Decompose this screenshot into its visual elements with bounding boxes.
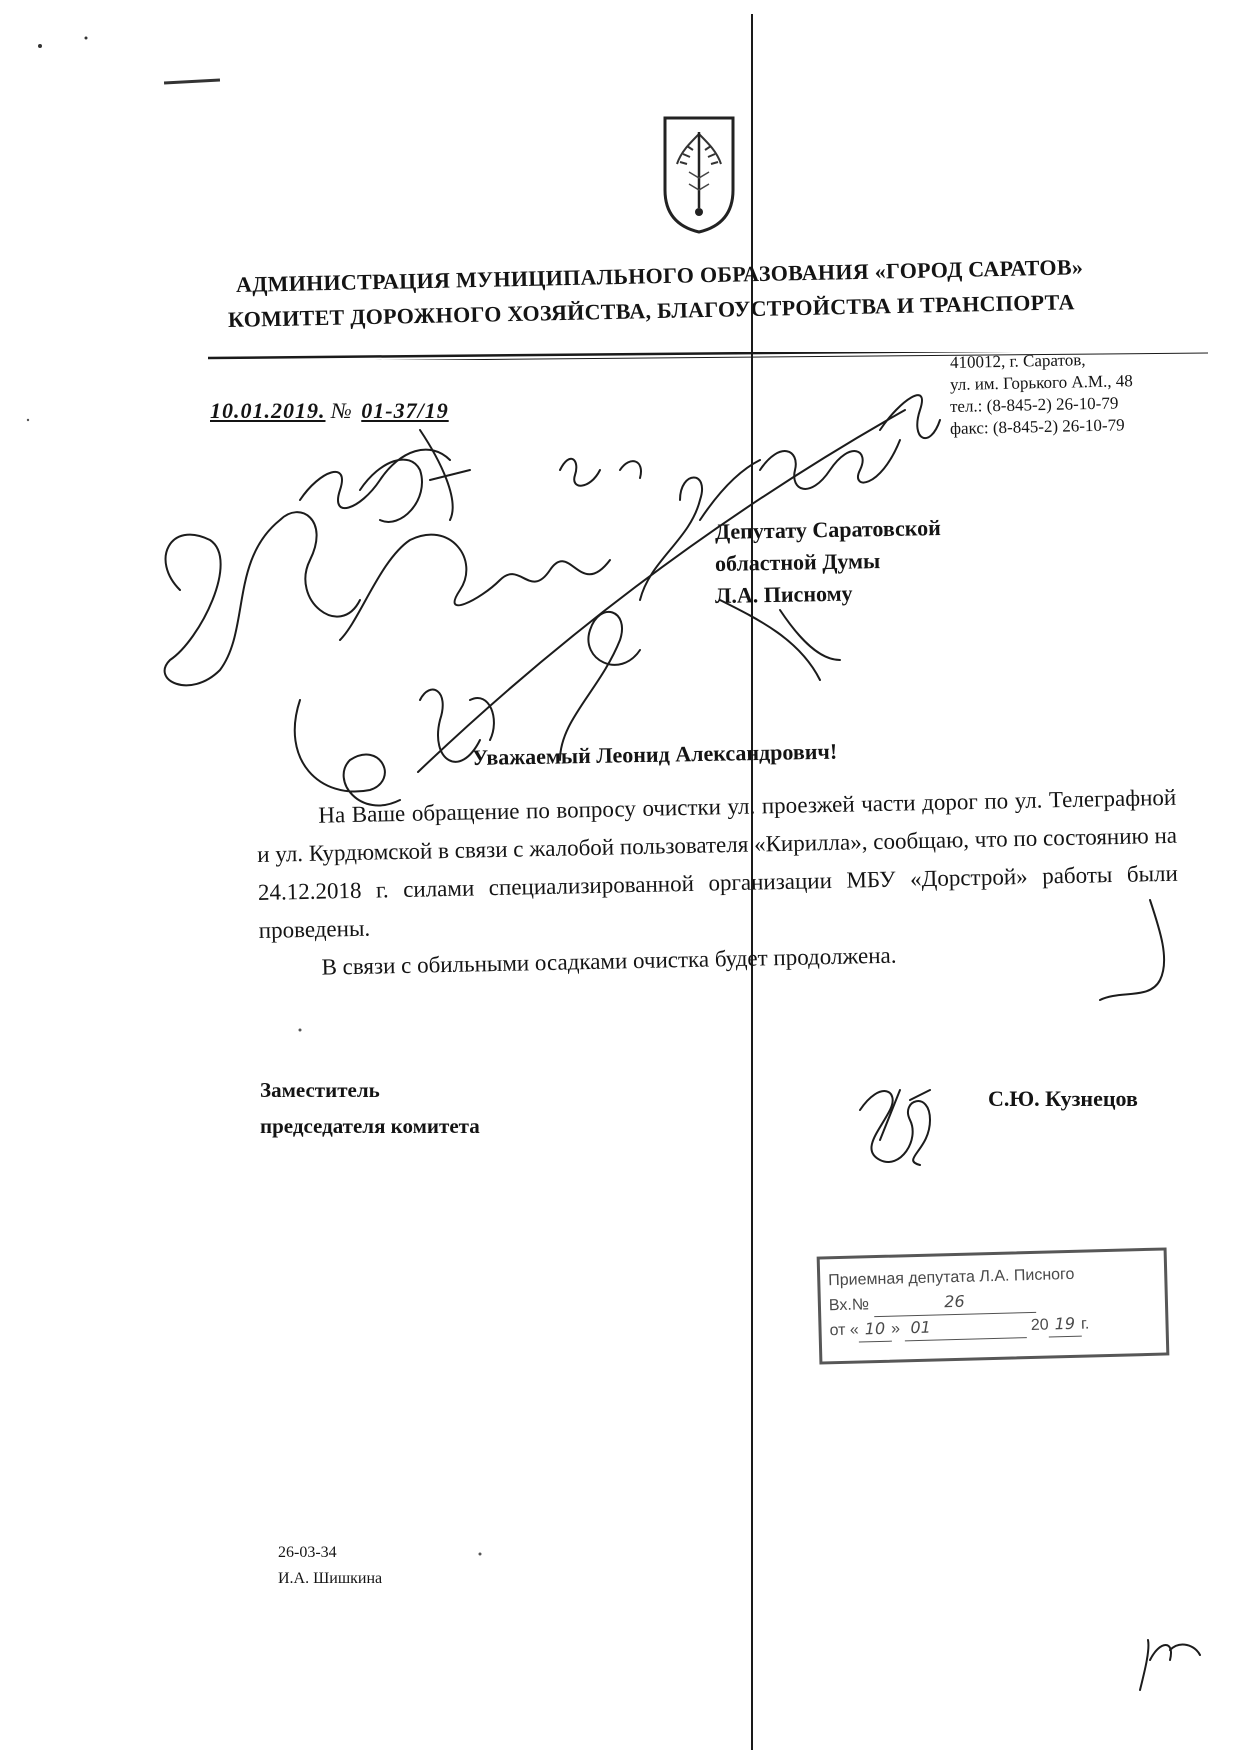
phone-line: тел.: (8-845-2) 26-10-79: [949, 393, 1119, 416]
stamp-date-day: 10: [858, 1317, 891, 1343]
outgoing-number: 01-37/19: [361, 398, 449, 423]
scan-speck: [85, 37, 88, 40]
stamp-incoming-label: Вх.№: [828, 1296, 870, 1315]
resolution-handwriting: [560, 459, 641, 486]
stamp-date-row: от « 10 » 01 20 19 г.: [829, 1310, 1158, 1344]
outgoing-date: 10.01.2019.: [210, 398, 326, 423]
signature-scribble: [860, 1091, 930, 1165]
resolution-handwriting: [165, 512, 360, 685]
stamp-year-end: г.: [1080, 1315, 1090, 1333]
salutation: Уважаемый Леонид Александрович!: [471, 738, 838, 770]
addressee-block: [715, 516, 941, 612]
signature-scribble: [880, 1090, 930, 1140]
org-name-line1: АДМИНИСТРАЦИЯ МУНИЦИПАЛЬНОГО ОБРАЗОВАНИЯ «ГОРОД САРАТОВ»: [235, 254, 1084, 297]
incoming-registration-stamp: [817, 1247, 1170, 1364]
org-name-line2: КОМИТЕТ ДОРОЖНОГО ХОЗЯЙСТВА, БЛАГОУСТРОЙСТВА И ТРАНСПОРТА: [227, 289, 1075, 332]
org-address-block: [950, 352, 1190, 440]
executor-name: И.А. Шишкина: [278, 1570, 383, 1587]
resolution-handwriting: [340, 535, 610, 640]
stamp-year-suffix: 19: [1048, 1312, 1081, 1338]
outgoing-number-label: №: [331, 398, 352, 423]
resolution-handwriting: [295, 700, 400, 805]
body-paragraph: В связи с обильными осадками очистка будет продолжена.: [321, 942, 897, 980]
signer-title-line: председателя комитета: [260, 1114, 480, 1138]
signer-title-line: Заместитель: [260, 1078, 380, 1102]
scan-speck: [38, 44, 42, 48]
executor-phone: 26-03-34: [278, 1544, 337, 1561]
stamp-date-month: 01: [904, 1313, 1027, 1341]
scan-speck: [299, 1029, 302, 1032]
resolution-handwriting: [760, 440, 900, 489]
stamp-incoming-number: 26: [873, 1288, 1036, 1317]
address-line: 410012, г. Саратов,: [949, 350, 1086, 372]
scan-speck: [27, 419, 29, 421]
saratov-coat-of-arms-icon: [659, 112, 739, 236]
corner-initials: [1140, 1640, 1200, 1690]
outgoing-registration: [210, 398, 449, 424]
executor-block: [278, 1540, 382, 1592]
body-paragraph: На Ваше обращение по вопросу очистки ул. проезжей части дорог по ул. Телеграфной и ул. Курдюмской в связи с жалобой пользователя «Кирилла», сообщаю, что по состоянию на 24.12.2018 г. силами специализированной организации МБУ «Дорстрой» работы были проведены.: [256, 784, 1179, 943]
addressee-name: Л.А. Писному: [714, 580, 853, 608]
letter-body: [256, 779, 1180, 988]
stamp-year-prefix: 20: [1030, 1316, 1049, 1335]
scan-mark: [164, 79, 220, 85]
addressee-line: областной Думы: [714, 548, 881, 576]
stamp-title: Приемная депутата Л.А. Писного: [828, 1265, 1075, 1290]
resolution-handwriting: [880, 395, 940, 438]
signer-name: С.Ю. Кузнецов: [988, 1086, 1138, 1111]
resolution-handwriting: [360, 430, 470, 522]
resolution-handwriting: [560, 612, 640, 760]
resolution-handwriting: [720, 600, 840, 680]
addressee-line: Депутату Саратовской: [714, 515, 942, 544]
fax-line: факс: (8-845-2) 26-10-79: [949, 415, 1125, 438]
address-line: ул. им. Горького А.М., 48: [949, 371, 1133, 394]
resolution-handwriting: [300, 450, 450, 509]
scan-speck: [479, 1553, 482, 1556]
stamp-date-label: от «: [829, 1321, 860, 1340]
signer-title: [260, 1072, 480, 1144]
